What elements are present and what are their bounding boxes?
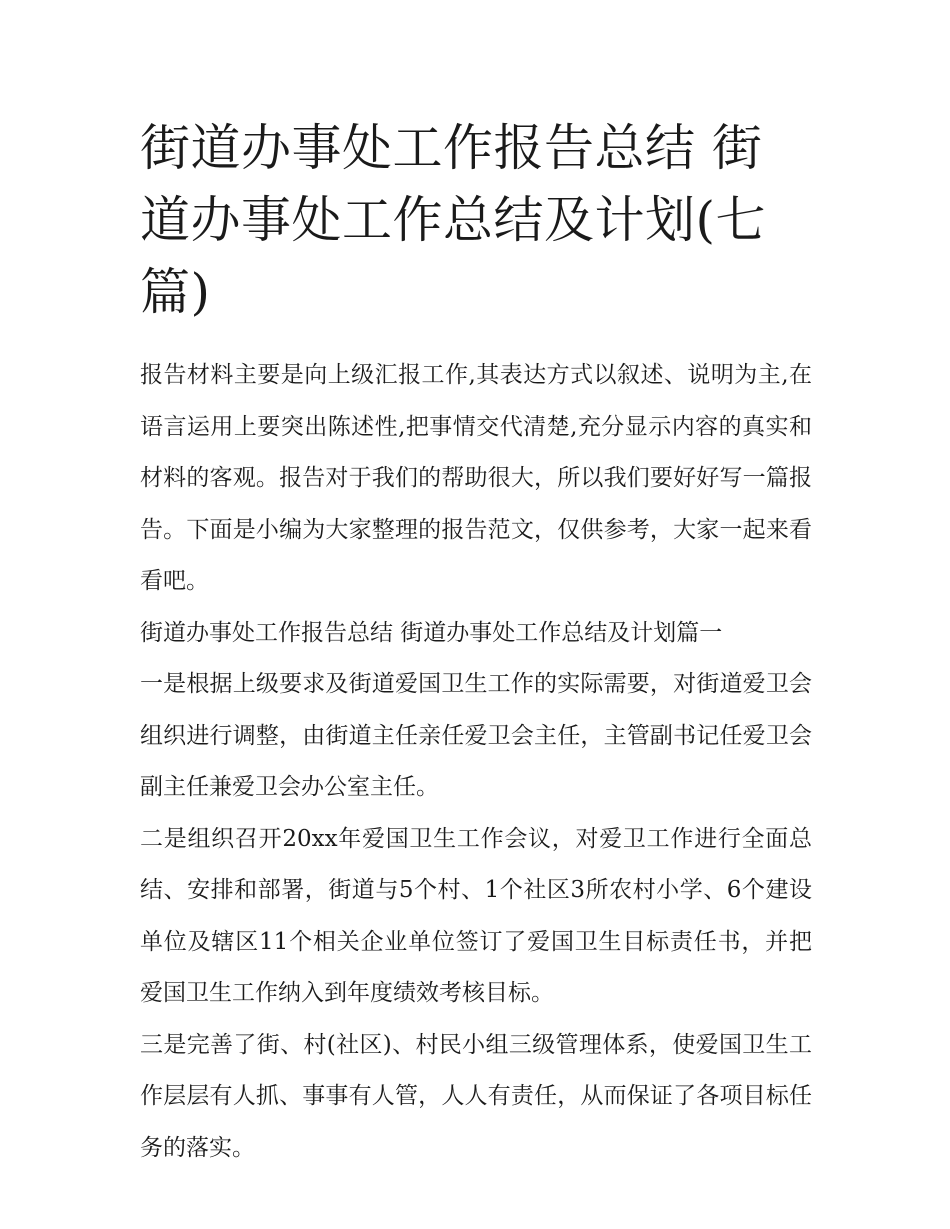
section-heading: 街道办事处工作报告总结 街道办事处工作总结及计划篇一: [140, 619, 723, 646]
document-page: [140, 112, 812, 1174]
paragraph-item-two: 二是组织召开20xx年爱国卫生工作会议，对爱卫工作进行全面总结、安排和部署，街道与5个村、1个社区3所农村小学、6个建设单位及辖区11个相关企业单位签订了爱国卫生目标责任书，并把爱国卫生工作纳入到年度绩效考核目标。: [140, 825, 812, 1006]
paragraph-item-one: 一是根据上级要求及街道爱国卫生工作的实际需要，对街道爱卫会组织进行调整，由街道主任亲任爱卫会主任，主管副书记任爱卫会副主任兼爱卫会办公室主任。: [140, 671, 812, 800]
document-title: 街道办事处工作报告总结 街道办事处工作总结及计划(七篇): [140, 119, 767, 321]
intro-paragraph: 报告材料主要是向上级汇报工作,其表达方式以叙述、说明为主,在语言运用上要突出陈述性,把事情交代清楚,充分显示内容的真实和材料的客观。报告对于我们的帮助很大，所以我们要好好写一篇报告。下面是小编为大家整理的报告范文，仅供参考，大家一起来看看吧。: [140, 362, 812, 594]
paragraph-item-three: 三是完善了街、村(社区)、村民小组三级管理体系，使爱国卫生工作层层有人抓、事事有人管，人人有责任，从而保证了各项目标任务的落实。: [140, 1031, 812, 1161]
